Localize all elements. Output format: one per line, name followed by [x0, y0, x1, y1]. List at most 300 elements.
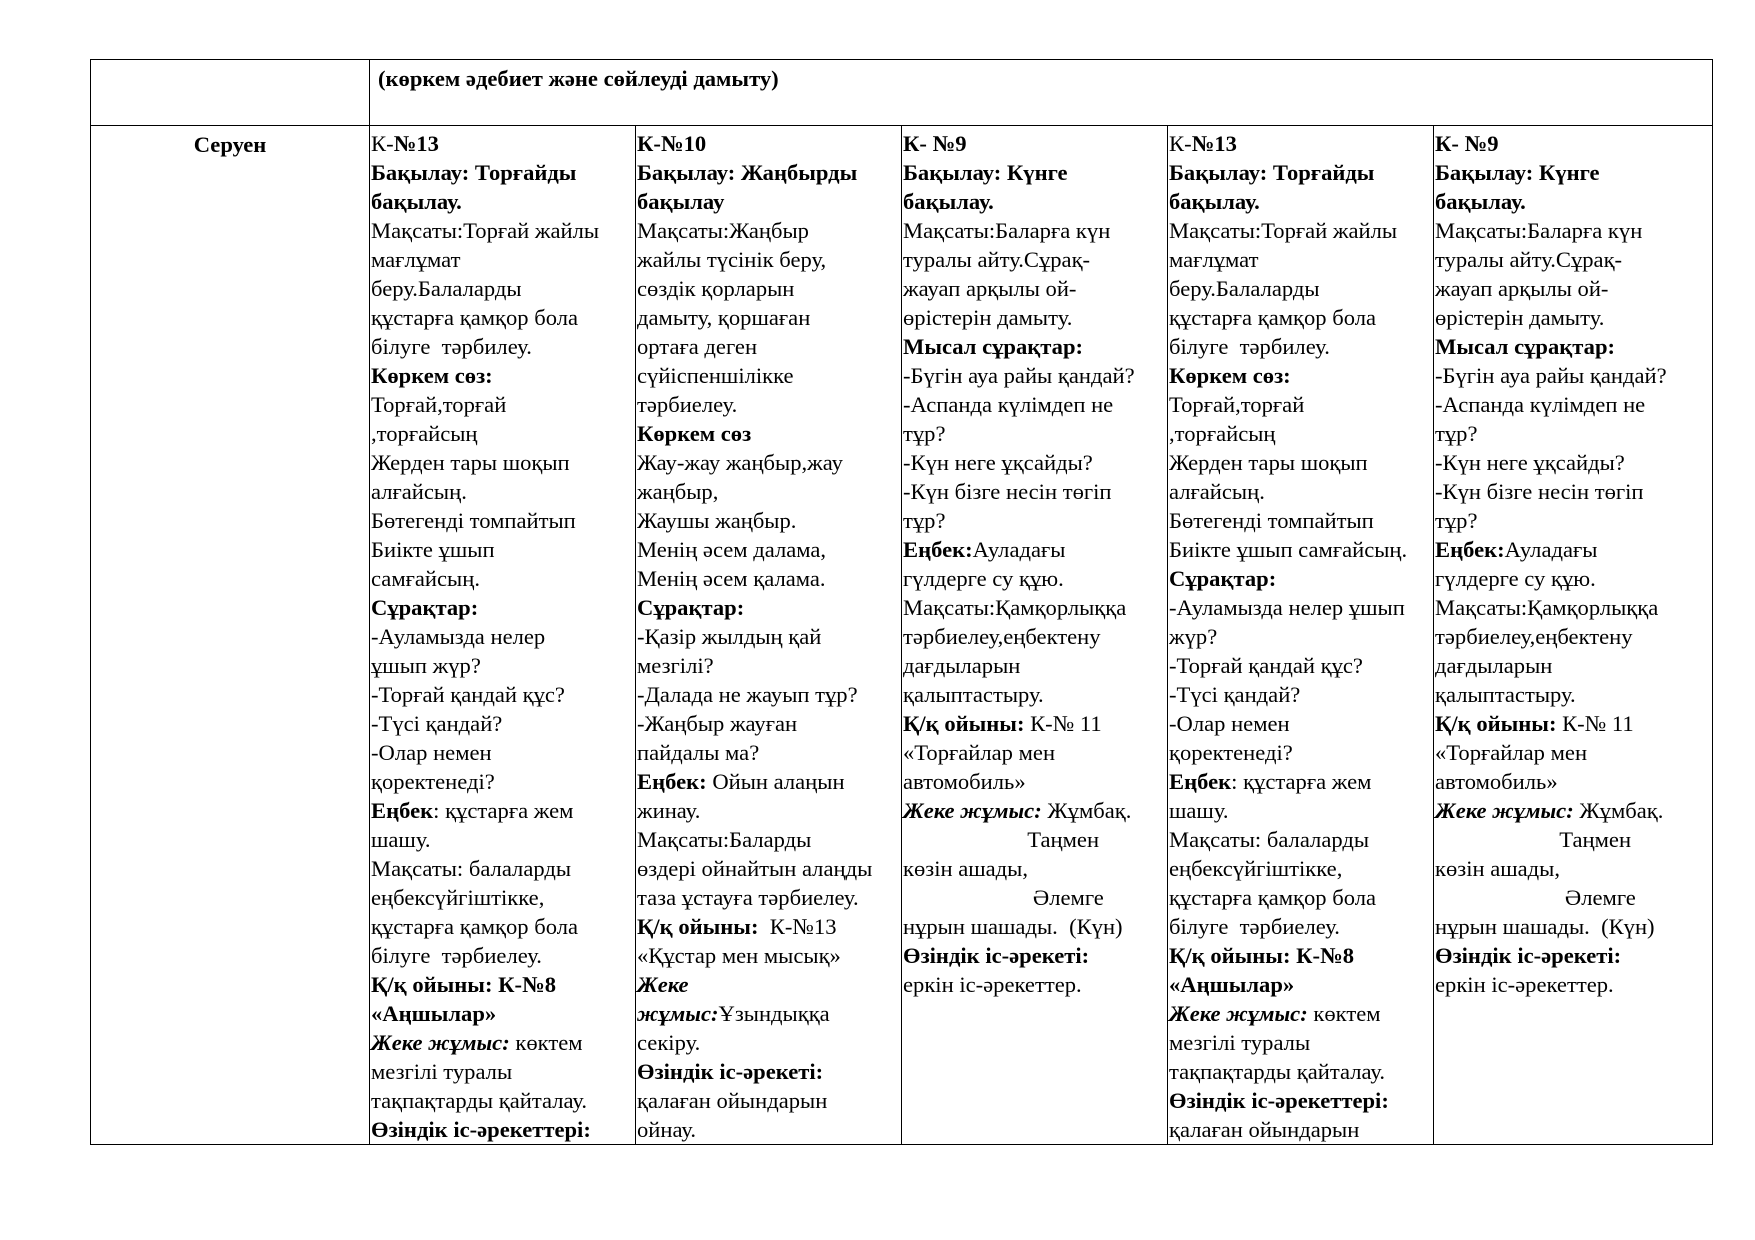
cell-line: [902, 796, 1167, 825]
text-run: Қ/қ ойыны:: [1435, 711, 1557, 736]
text-run: Еңбек: [1169, 769, 1232, 794]
text-run: «Аңшылар»: [371, 1001, 497, 1026]
text-run: тақпақтарды қайталау.: [371, 1088, 588, 1113]
cell-line: [1434, 912, 1712, 941]
text-run: Мақсаты: балаларды: [1169, 827, 1370, 852]
cell-line: [1168, 1086, 1433, 1115]
text-run: -Ауламызда нелер ұшып: [1169, 595, 1405, 620]
cell-line: [370, 390, 635, 419]
text-run: Қ/қ ойыны: К-№8: [371, 972, 557, 997]
cell-line: [370, 825, 635, 854]
text-run: Бөтегенді томпайтып: [371, 508, 576, 533]
cell-line: [370, 564, 635, 593]
text-run: Еңбек:: [1435, 537, 1505, 562]
text-run: Бөтегенді томпайтып: [1169, 508, 1374, 533]
cell-line: [902, 303, 1167, 332]
text-run: Ауладағы: [1504, 537, 1598, 562]
cell-line: [902, 187, 1167, 216]
cell-line: [636, 709, 901, 738]
text-run: Көркем сөз: [637, 421, 752, 446]
text-run: бақылау.: [903, 189, 994, 214]
text-run: Таңмен: [1435, 827, 1632, 852]
text-run: беру.Балаларды: [371, 276, 522, 301]
text-run: Мақсаты:Қамқорлыққа: [1435, 595, 1659, 620]
text-run: қоректенеді?: [371, 769, 495, 794]
cell-line: [1434, 825, 1712, 854]
text-run: -Қазір жылдың қай: [637, 624, 822, 649]
text-run: Бақылау: Жаңбырды: [637, 160, 858, 185]
cell-line: [1168, 709, 1433, 738]
text-run: Қ/қ ойыны: К-№8: [1169, 943, 1355, 968]
text-run: Мақсаты:Баларға күн: [1435, 218, 1643, 243]
cell-line: [636, 912, 901, 941]
cell-line: [902, 912, 1167, 941]
text-run: тұр?: [903, 508, 946, 533]
text-run: «Торғайлар мен: [903, 740, 1056, 765]
text-run: Мақсаты: балаларды: [371, 856, 572, 881]
text-run: туралы айту.Сұрақ-: [1435, 247, 1623, 272]
cell-line: [636, 1115, 901, 1144]
walk-row: [91, 126, 1713, 1145]
cell-line: [370, 332, 635, 361]
text-run: К-№ 11: [1024, 711, 1102, 736]
text-run: Мысал сұрақтар:: [1435, 334, 1616, 359]
text-run: жауап арқылы ой-: [1435, 276, 1609, 301]
text-run: өрістерін дамыту.: [903, 305, 1073, 330]
text-run: К- №9: [903, 131, 967, 156]
cell-line: [1434, 187, 1712, 216]
cell-line: [1434, 390, 1712, 419]
cell-line: [902, 158, 1167, 187]
cell-line: [1168, 216, 1433, 245]
text-run: Өзіндік іс-әрекеті:: [1435, 943, 1622, 968]
cell-line: [1168, 883, 1433, 912]
cell-line: [636, 767, 901, 796]
text-run: Еңбек:: [637, 769, 707, 794]
cell-line: [1434, 941, 1712, 970]
text-run: жайлы түсінік беру,: [637, 247, 827, 272]
cell-line: [1168, 970, 1433, 999]
header-left-cell: [91, 60, 370, 126]
cell-line: [902, 361, 1167, 390]
cell-line: [1434, 622, 1712, 651]
text-run: Биікте ұшып самғайсың.: [1169, 537, 1408, 562]
cell-line: [370, 158, 635, 187]
cell-line: [902, 564, 1167, 593]
cell-line: [370, 622, 635, 651]
text-run: Еңбек:: [903, 537, 973, 562]
cell-line: [1434, 245, 1712, 274]
cell-line: [370, 419, 635, 448]
text-run: алғайсың.: [1169, 479, 1265, 504]
text-run: -Олар немен: [1169, 711, 1290, 736]
cell-line: [636, 680, 901, 709]
cell-line: [1168, 477, 1433, 506]
text-run: гүлдерге су құю.: [1435, 566, 1596, 591]
cell-line: [1168, 1028, 1433, 1057]
text-run: Бақылау: Күнге: [903, 160, 1068, 185]
cell-line: [370, 187, 635, 216]
day-cell-3: [902, 126, 1168, 1145]
cell-line: [1168, 593, 1433, 622]
cell-line: [902, 593, 1167, 622]
text-run: Ұзындыққа: [718, 1001, 830, 1026]
cell-line: [370, 941, 635, 970]
text-run: Менің әсем қалама.: [637, 566, 826, 591]
text-run: туралы айту.Сұрақ-: [903, 247, 1091, 272]
text-run: Мақсаты:Баларға күн: [903, 218, 1111, 243]
cell-line: [1168, 680, 1433, 709]
cell-line: [636, 477, 901, 506]
text-run: Әлемге: [1435, 885, 1636, 910]
cell-line: [370, 593, 635, 622]
cell-line: [1168, 535, 1433, 564]
text-run: қалаған ойындарын: [637, 1088, 828, 1113]
cell-line: [1168, 303, 1433, 332]
header-row: [91, 60, 1713, 126]
cell-line: [1434, 448, 1712, 477]
text-run: шашу.: [371, 827, 431, 852]
text-run: К-: [1169, 131, 1192, 156]
text-run: Өзіндік іс-әрекеттері:: [1169, 1088, 1389, 1113]
cell-line: [636, 303, 901, 332]
cell-line: [636, 332, 901, 361]
text-run: мезгілі туралы: [1169, 1030, 1311, 1055]
text-run: жинау.: [637, 798, 701, 823]
text-run: -Күн неге ұқсайды?: [903, 450, 1093, 475]
plan-table: [90, 59, 1713, 1145]
text-run: -Күн бізге несін төгіп: [1435, 479, 1644, 504]
text-run: Мысал сұрақтар:: [903, 334, 1084, 359]
text-run: -Олар немен: [371, 740, 492, 765]
text-run: «Аңшылар»: [1169, 972, 1295, 997]
cell-line: [370, 303, 635, 332]
text-run: Әлемге: [903, 885, 1104, 910]
text-run: Биікте ұшып: [371, 537, 495, 562]
text-run: тұр?: [1435, 508, 1478, 533]
cell-line: [1168, 332, 1433, 361]
cell-line: [1168, 999, 1433, 1028]
text-run: : құстарға жем: [1231, 769, 1372, 794]
text-run: бақылау.: [1435, 189, 1526, 214]
text-run: Қ/қ ойыны:: [903, 711, 1025, 736]
text-run: ,торғайсың: [1169, 421, 1276, 446]
cell-line: [902, 680, 1167, 709]
cell-line: [370, 883, 635, 912]
text-run: -Аспанда күлімдеп не: [1435, 392, 1646, 417]
cell-line: [370, 477, 635, 506]
text-run: Бақылау: Торғайды: [371, 160, 577, 185]
cell-line: [1168, 506, 1433, 535]
text-run: сүйіспеншілікке: [637, 363, 794, 388]
cell-line: [370, 970, 635, 999]
cell-line: [636, 738, 901, 767]
text-run: Өзіндік іс-әрекеті:: [637, 1059, 824, 1084]
text-run: Менің әсем далама,: [637, 537, 827, 562]
text-run: Сұрақтар:: [371, 595, 479, 620]
cell-line: [636, 796, 901, 825]
text-run: -Түсі қандай?: [371, 711, 503, 736]
text-run: құстарға қамқор бола: [371, 914, 579, 939]
cell-line: [902, 709, 1167, 738]
cell-line: [1434, 651, 1712, 680]
text-run: -Торғай қандай құс?: [371, 682, 565, 707]
cell-line: [1168, 187, 1433, 216]
text-run: тәрбиелеу,еңбектену: [903, 624, 1101, 649]
text-run: қоректенеді?: [1169, 740, 1293, 765]
cell-line: [636, 274, 901, 303]
text-run: Өзіндік іс-әрекеттері:: [371, 1117, 591, 1142]
cell-line: [1168, 912, 1433, 941]
cell-line: [636, 1028, 901, 1057]
cell-line: [1434, 216, 1712, 245]
text-run: -Далада не жауып тұр?: [637, 682, 858, 707]
cell-line: [636, 506, 901, 535]
text-run: Жұмбақ.: [1041, 798, 1132, 823]
cell-line: [1168, 854, 1433, 883]
text-run: ортаға деген: [637, 334, 758, 359]
text-run: -Аспанда күлімдеп не: [903, 392, 1114, 417]
text-run: Еңбек: [371, 798, 434, 823]
cell-line: [1434, 535, 1712, 564]
cell-line: [636, 245, 901, 274]
cell-line: [370, 1028, 635, 1057]
text-run: Жеке: [637, 972, 689, 997]
cell-line: [636, 1086, 901, 1115]
cell-line: [370, 738, 635, 767]
text-run: Ойын алаңын: [706, 769, 845, 794]
cell-line: [1168, 767, 1433, 796]
text-run: тұр?: [1435, 421, 1478, 446]
text-run: көзін ашады,: [1435, 856, 1560, 881]
text-run: -Күн неге ұқсайды?: [1435, 450, 1625, 475]
text-run: тақпақтарды қайталау.: [1169, 1059, 1386, 1084]
cell-line: [636, 187, 901, 216]
cell-line: [1434, 477, 1712, 506]
cell-line: [902, 506, 1167, 535]
cell-line: [902, 622, 1167, 651]
cell-line: [636, 825, 901, 854]
text-run: К-: [371, 131, 394, 156]
text-run: -Күн бізге несін төгіп: [903, 479, 1112, 504]
text-run: еркін іс-әрекеттер.: [1435, 972, 1614, 997]
cell-line: [636, 448, 901, 477]
cell-line: [370, 129, 635, 158]
cell-line: [1168, 796, 1433, 825]
text-run: жауап арқылы ой-: [903, 276, 1077, 301]
text-run: самғайсың.: [371, 566, 480, 591]
text-run: білуге тәрбилеу.: [371, 334, 532, 359]
cell-line: [636, 390, 901, 419]
text-run: алғайсың.: [371, 479, 467, 504]
text-run: -Түсі қандай?: [1169, 682, 1301, 707]
text-run: жүр?: [1169, 624, 1218, 649]
section-label: Серуен: [91, 126, 370, 1145]
cell-line: [1434, 883, 1712, 912]
cell-line: [902, 448, 1167, 477]
cell-line: [902, 825, 1167, 854]
cell-line: [636, 419, 901, 448]
day-cell-1: [370, 126, 636, 1145]
text-run: Таңмен: [903, 827, 1100, 852]
cell-line: [902, 535, 1167, 564]
text-run: Жеке жұмыс:: [371, 1030, 510, 1055]
text-run: білуге тәрбиелеу.: [1169, 914, 1340, 939]
cell-line: [1434, 158, 1712, 187]
text-run: Мақсаты:Қамқорлыққа: [903, 595, 1127, 620]
day-cell-2: [636, 126, 902, 1145]
text-run: -Бүгін ауа райы қандай?: [903, 363, 1135, 388]
text-run: дағдыларын: [1435, 653, 1553, 678]
cell-line: [636, 854, 901, 883]
cell-line: [1434, 332, 1712, 361]
text-run: №13: [393, 131, 439, 156]
cell-line: [1434, 593, 1712, 622]
text-run: сөздік қорларын: [637, 276, 795, 301]
cell-line: [370, 912, 635, 941]
cell-line: [636, 999, 901, 1028]
text-run: Мақсаты:Жаңбыр: [637, 218, 809, 243]
text-run: -Торғай қандай құс?: [1169, 653, 1363, 678]
cell-line: [1434, 564, 1712, 593]
cell-line: [1168, 651, 1433, 680]
text-run: гүлдерге су құю.: [903, 566, 1064, 591]
text-run: К-№ 11: [1556, 711, 1634, 736]
text-run: дағдыларын: [903, 653, 1021, 678]
text-run: К-№10: [637, 131, 707, 156]
text-run: өрістерін дамыту.: [1435, 305, 1605, 330]
text-run: пайдалы ма?: [637, 740, 760, 765]
cell-line: [902, 651, 1167, 680]
subject-title: (көркем әдебиет және сөйлеуді дамыту): [370, 60, 1713, 126]
cell-line: [1168, 825, 1433, 854]
text-run: «Торғайлар мен: [1435, 740, 1588, 765]
text-run: Жау-жау жаңбыр,жау: [637, 450, 843, 475]
cell-line: [1168, 361, 1433, 390]
cell-line: [636, 651, 901, 680]
cell-line: [1434, 970, 1712, 999]
text-run: «Құстар мен мысық»: [637, 943, 841, 968]
text-run: -Ауламызда нелер: [371, 624, 546, 649]
cell-line: [1168, 564, 1433, 593]
cell-line: [1434, 680, 1712, 709]
text-run: тәрбиелеу.: [637, 392, 738, 417]
cell-line: [1168, 419, 1433, 448]
text-run: жұмыс:: [637, 1001, 719, 1026]
text-run: білуге тәрбилеу.: [1169, 334, 1330, 359]
cell-line: [902, 883, 1167, 912]
cell-line: [902, 970, 1167, 999]
cell-line: [370, 854, 635, 883]
cell-line: [1434, 738, 1712, 767]
text-run: Торғай,торғай: [1169, 392, 1305, 417]
cell-line: [636, 970, 901, 999]
cell-line: [1168, 274, 1433, 303]
text-run: беру.Балаларды: [1169, 276, 1320, 301]
cell-line: [370, 680, 635, 709]
day-cell-5: [1434, 126, 1713, 1145]
cell-line: [636, 941, 901, 970]
cell-line: [370, 1086, 635, 1115]
text-run: Жаушы жаңбыр.: [637, 508, 797, 533]
cell-line: [370, 535, 635, 564]
text-run: қалаған ойындарын: [1169, 1117, 1360, 1142]
text-run: -Бүгін ауа райы қандай?: [1435, 363, 1667, 388]
text-run: Сұрақтар:: [1169, 566, 1277, 591]
text-run: бақылау.: [371, 189, 462, 214]
cell-line: [636, 883, 901, 912]
text-run: мезгілі?: [637, 653, 714, 678]
cell-line: [636, 361, 901, 390]
cell-line: [370, 651, 635, 680]
text-run: К- №9: [1435, 131, 1499, 156]
text-run: ойнау.: [637, 1117, 697, 1142]
cell-line: [902, 941, 1167, 970]
cell-line: [902, 245, 1167, 274]
text-run: жаңбыр,: [637, 479, 719, 504]
text-run: көктем: [509, 1030, 583, 1055]
text-run: еркін іс-әрекеттер.: [903, 972, 1082, 997]
text-run: білуге тәрбиелеу.: [371, 943, 542, 968]
cell-line: [1168, 1057, 1433, 1086]
cell-line: [1168, 622, 1433, 651]
text-run: мағлұмат: [371, 247, 461, 272]
text-run: Жеке жұмыс:: [1435, 798, 1574, 823]
text-run: Қ/қ ойыны:: [637, 914, 759, 939]
text-run: тұр?: [903, 421, 946, 446]
cell-line: [1434, 767, 1712, 796]
text-run: Торғай,торғай: [371, 392, 507, 417]
text-run: Көркем сөз:: [1169, 363, 1291, 388]
text-run: мағлұмат: [1169, 247, 1259, 272]
text-run: Мақсаты:Торғай жайлы: [371, 218, 600, 243]
text-run: Мақсаты:Торғай жайлы: [1169, 218, 1398, 243]
cell-line: [1434, 129, 1712, 158]
cell-line: [370, 796, 635, 825]
cell-line: [370, 506, 635, 535]
text-run: қалыптастыру.: [1435, 682, 1576, 707]
text-run: құстарға қамқор бола: [371, 305, 579, 330]
text-run: №13: [1191, 131, 1237, 156]
cell-line: [1168, 158, 1433, 187]
cell-line: [370, 1115, 635, 1144]
cell-line: [1434, 361, 1712, 390]
text-run: еңбексүйгіштікке,: [371, 885, 545, 910]
cell-line: [1434, 796, 1712, 825]
cell-line: [902, 767, 1167, 796]
cell-line: [902, 854, 1167, 883]
cell-line: [902, 274, 1167, 303]
text-run: дамыту, қоршаған: [637, 305, 811, 330]
text-run: Бақылау: Торғайды: [1169, 160, 1375, 185]
text-run: К-№13: [758, 914, 837, 939]
cell-line: [636, 129, 901, 158]
text-run: бақылау: [637, 189, 725, 214]
text-run: Жеке жұмыс:: [903, 798, 1042, 823]
cell-line: [1168, 390, 1433, 419]
text-run: құстарға қамқор бола: [1169, 885, 1377, 910]
cell-line: [370, 245, 635, 274]
cell-line: [1434, 854, 1712, 883]
text-run: секіру.: [637, 1030, 701, 1055]
cell-line: [370, 709, 635, 738]
cell-line: [370, 1057, 635, 1086]
text-run: нұрын шашады. (Күн): [903, 914, 1123, 939]
cell-line: [1434, 274, 1712, 303]
text-run: автомобиль»: [903, 769, 1026, 794]
cell-line: [1168, 1115, 1433, 1144]
cell-line: [902, 419, 1167, 448]
